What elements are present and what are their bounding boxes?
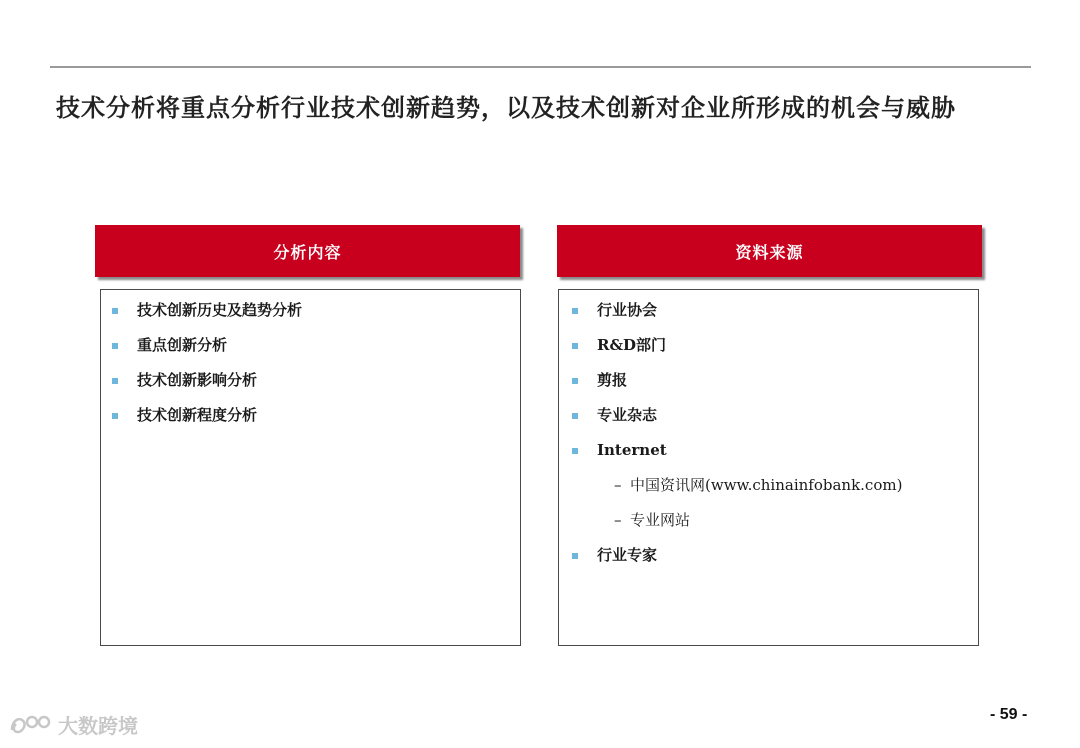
square-bullet-icon <box>572 553 578 559</box>
list-item <box>572 398 972 433</box>
sub-list-item <box>572 468 972 503</box>
square-bullet-icon <box>572 448 578 454</box>
page-number: - 59 - <box>990 706 1028 723</box>
page-title: 技术分析将重点分析行业技术创新趋势，以及技术创新对企业所形成的机会与威胁 <box>56 93 956 122</box>
list-item <box>572 293 972 328</box>
watermark-logo-icon <box>8 712 54 738</box>
dash-bullet-icon: – <box>614 511 622 529</box>
square-bullet-icon <box>572 413 578 419</box>
sub-list-item <box>572 503 972 538</box>
analysis-content-list <box>112 293 512 433</box>
data-source-box <box>558 289 979 646</box>
list-item-label: 行业专家 <box>597 546 658 564</box>
data-source-header-label: 资料来源 <box>735 242 804 262</box>
list-item <box>112 328 512 363</box>
list-item-label: 技术创新历史及趋势分析 <box>137 301 303 319</box>
list-item-label: 剪报 <box>597 371 628 389</box>
list-item-label: Internet <box>597 441 667 459</box>
list-item <box>572 538 972 573</box>
list-item-label: 技术创新影响分析 <box>137 371 258 389</box>
sub-list-item-label: 中国资讯网(www.chinainfobank.com) <box>630 476 903 494</box>
square-bullet-icon <box>572 378 578 384</box>
analysis-content-box <box>100 289 521 646</box>
dash-bullet-icon: – <box>614 476 622 494</box>
analysis-content-header-label: 分析内容 <box>273 242 342 262</box>
watermark <box>8 710 138 739</box>
analysis-content-header <box>95 225 520 277</box>
data-source-header <box>557 225 982 277</box>
square-bullet-icon <box>572 308 578 314</box>
sub-list-item-label: 专业网站 <box>630 511 691 529</box>
list-item-label: 技术创新程度分析 <box>137 406 258 424</box>
list-item <box>572 328 972 363</box>
square-bullet-icon <box>112 308 118 314</box>
list-item <box>572 433 972 468</box>
watermark-text: 大数跨境 <box>58 714 138 738</box>
list-item-label: 行业协会 <box>597 301 658 319</box>
list-item <box>572 363 972 398</box>
list-item-label: 专业杂志 <box>597 406 658 424</box>
list-item <box>112 293 512 328</box>
list-item <box>112 363 512 398</box>
square-bullet-icon <box>112 343 118 349</box>
square-bullet-icon <box>572 343 578 349</box>
list-item-label: R&D部门 <box>597 336 667 354</box>
list-item <box>112 398 512 433</box>
data-source-list <box>572 293 972 573</box>
square-bullet-icon <box>112 378 118 384</box>
square-bullet-icon <box>112 413 118 419</box>
list-item-label: 重点创新分析 <box>137 336 228 354</box>
top-divider <box>50 66 1031 68</box>
